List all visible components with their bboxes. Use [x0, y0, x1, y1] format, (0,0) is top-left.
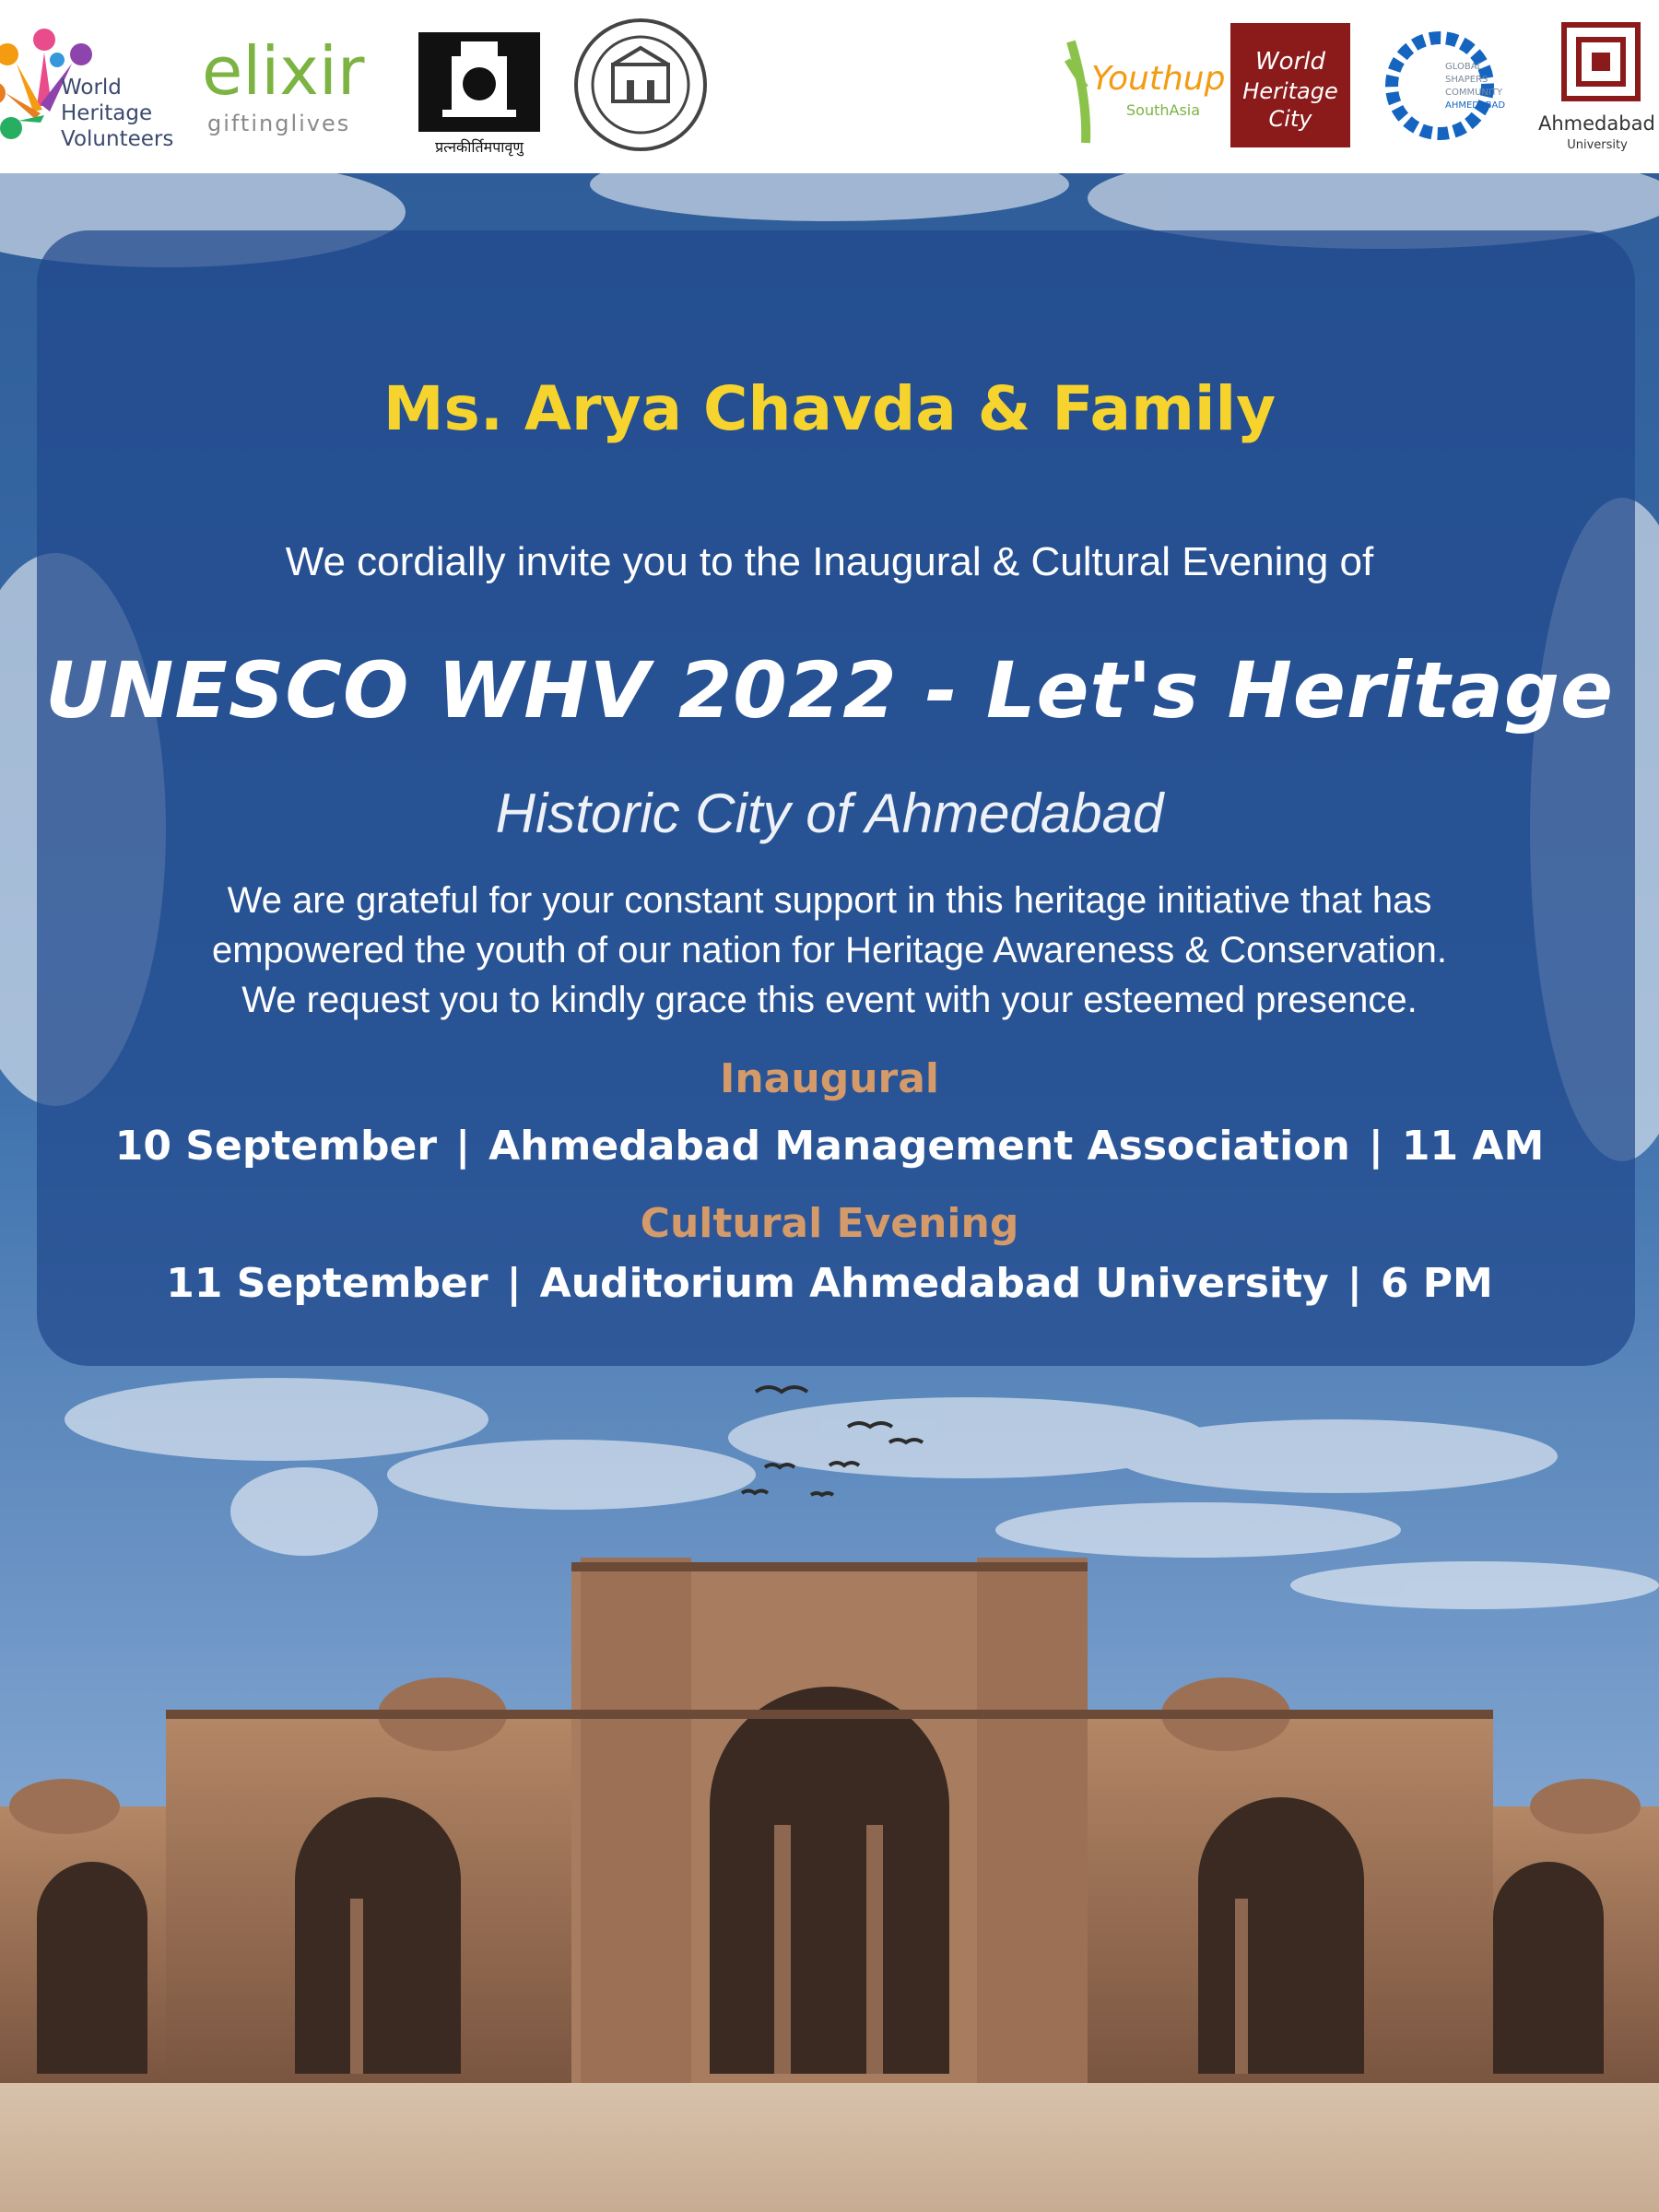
au-line-2: University: [1567, 138, 1628, 152]
government-emblem-logo: [415, 14, 544, 161]
separator: |: [455, 1123, 471, 1170]
separator: |: [1347, 1260, 1362, 1307]
event-subtitle: Historic City of Ahmedabad: [495, 782, 1164, 844]
cultural-time: 6 PM: [1380, 1260, 1493, 1307]
inaugural-time: 11 AM: [1401, 1123, 1545, 1170]
separator: |: [506, 1260, 522, 1307]
separator: |: [1368, 1123, 1383, 1170]
invitation-message: [0, 876, 1659, 1025]
whc-line-2: Heritage: [1242, 78, 1338, 104]
message-line-1: We are grateful for your constant support in this heritage initiative that has: [227, 880, 1432, 921]
world-heritage-city-logo: [1230, 23, 1350, 147]
global-shapers-logo: [1382, 23, 1530, 147]
cultural-evening-details: [0, 1260, 1659, 1307]
whc-line-3: City: [1268, 106, 1312, 132]
world-heritage-volunteers-logo: [0, 9, 184, 166]
sponsor-logo-strip: [0, 0, 1659, 173]
inaugural-details: [0, 1123, 1659, 1170]
message-line-3: We request you to kindly grace this event with your esteemed presence.: [241, 980, 1418, 1020]
event-title: UNESCO WHV 2022 - Let's Heritage: [44, 645, 1615, 735]
elixir-logo: [198, 28, 382, 147]
ahmedabad-university-logo: [1535, 23, 1659, 157]
youthup-sub: SouthAsia: [1126, 101, 1201, 119]
gs-line-1: GLOBAL: [1445, 62, 1483, 72]
host-name: Ms. Arya Chavda & Family: [382, 373, 1277, 444]
cultural-evening-label: Cultural Evening: [640, 1200, 1019, 1247]
emblem-motto: प्रत्नकीर्तिमपावृणु: [435, 138, 524, 156]
cultural-date: 11 September: [166, 1260, 488, 1307]
gs-line-4: AHMEDABAD: [1445, 100, 1506, 111]
whv-line-1: World: [61, 76, 122, 100]
au-line-1: Ahmedabad: [1538, 112, 1655, 135]
cultural-venue: Auditorium Ahmedabad University: [539, 1260, 1329, 1307]
whc-line-1: World: [1254, 48, 1326, 76]
elixir-title: elixir: [202, 32, 365, 110]
message-line-2: empowered the youth of our nation for Heritage Awareness & Conservation.: [211, 930, 1448, 971]
youthup-title: Youthup: [1091, 60, 1226, 98]
inaugural-label: Inaugural: [719, 1055, 939, 1102]
whv-line-2: Heritage: [61, 101, 153, 125]
elixir-tagline: giftinglives: [207, 111, 351, 136]
whv-line-3: Volunteers: [61, 127, 174, 151]
inaugural-date: 10 September: [114, 1123, 438, 1170]
gs-line-2: SHAPERS: [1445, 75, 1488, 85]
gs-line-3: COMMUNITY: [1445, 88, 1503, 98]
inaugural-venue: Ahmedabad Management Association: [488, 1123, 1350, 1170]
invite-line: We cordially invite you to the Inaugural & Cultural Evening of: [285, 539, 1374, 584]
amc-seal-logo: [571, 14, 710, 157]
youthup-logo: [1060, 23, 1226, 152]
